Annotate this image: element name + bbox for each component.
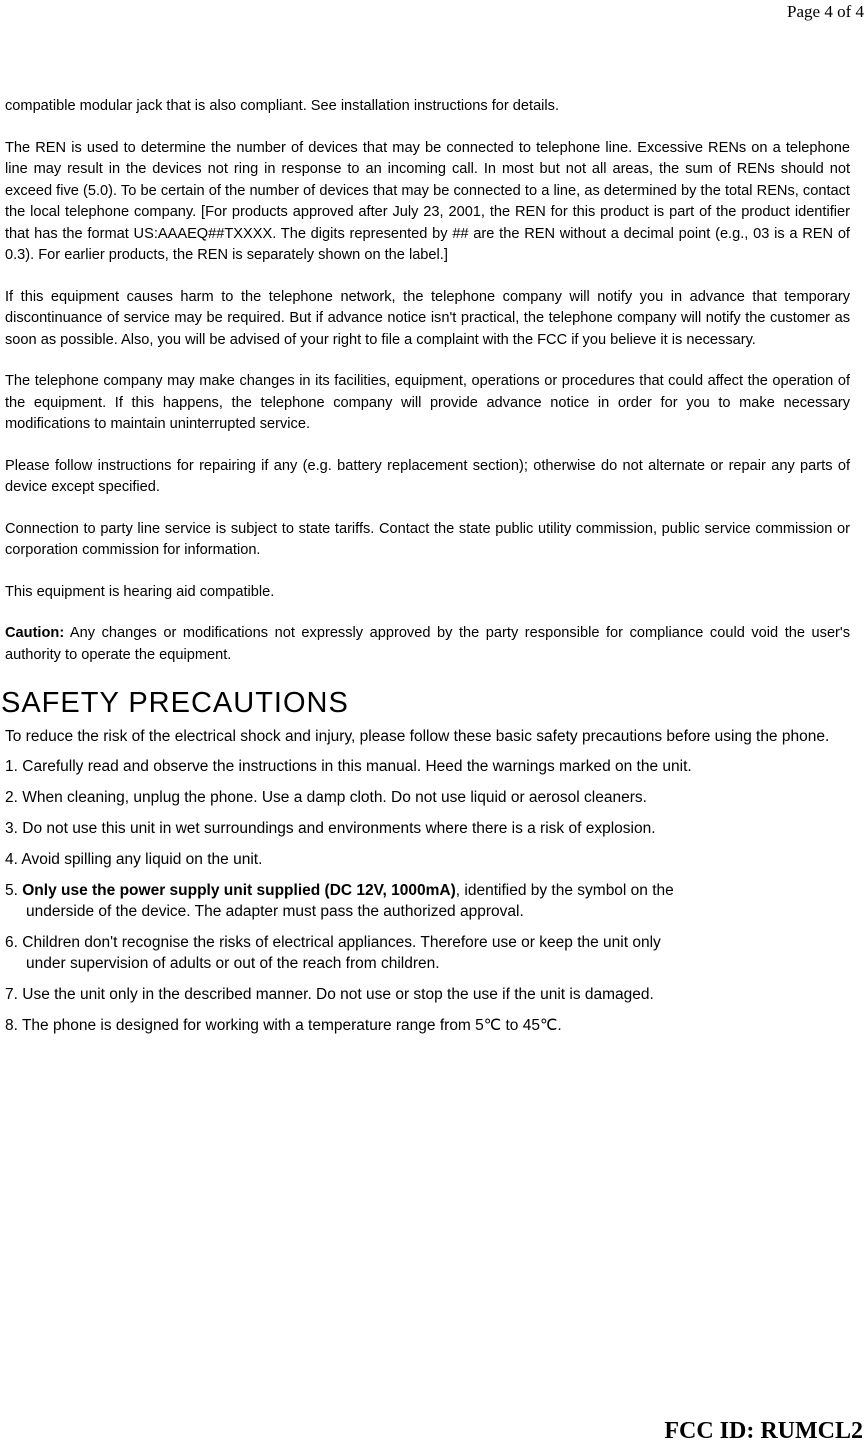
paragraph-jack: compatible modular jack that is also compliant. See installation instructions for details. bbox=[5, 98, 560, 114]
caution-paragraph bbox=[5, 623, 850, 666]
safety-item: 5. Only use the power supply unit supplied (DC 12V, 1000mA), identified by the symbol on the underside of the device. The adapter must pass the authorized approval. bbox=[5, 882, 674, 920]
paragraph-changes: The telephone company may make changes in its facilities, equipment, operations or procedures that could affect the operation of the equipment. If this happens, the telephone company will provide advance notice in order for you to make necessary modifications to maintain uninterrupted service. bbox=[5, 373, 850, 432]
safety-list bbox=[5, 756, 850, 1036]
paragraph-ren: The REN is used to determine the number of devices that may be connected to telephone line. Excessive RENs on a telephone line may result in the devices not ring in response to an incoming call. In most but not all areas, the sum of RENs should not exceed five (5.0). To be certain of the number of devices that may be connected to a line, as determined by the total RENs, contact the local telephone company. [For products approved after July 23, 2001, the REN for this product is part of the product identifier that has the format US:AAAEQ##TXXXX. The digits represented by ## are the REN without a decimal point (e.g., 03 is a REN of 0.3). For earlier products, the REN is separately shown on the label.] bbox=[5, 139, 850, 263]
caution-text: Any changes or modifications not expressly approved by the party responsible for compliance could void the user's authority to operate the equipment. bbox=[5, 625, 850, 663]
fcc-id: FCC ID: RUMCL2 bbox=[664, 1418, 863, 1444]
paragraph-party-line: Connection to party line service is subject to state tariffs. Contact the state public utility commission, public service commission or corporation commission for information. bbox=[5, 520, 850, 558]
safety-item: 8. The phone is designed for working with a temperature range from 5℃ to 45℃. bbox=[5, 1017, 562, 1034]
safety-item: 7. Use the unit only in the described manner. Do not use or stop the use if the unit is damaged. bbox=[5, 986, 654, 1003]
safety-item: 4. Avoid spilling any liquid on the unit. bbox=[5, 851, 263, 868]
safety-title: SAFETY PRECAUTIONS bbox=[1, 687, 349, 719]
safety-item: 2. When cleaning, unplug the phone. Use a damp cloth. Do not use liquid or aerosol cleaners. bbox=[5, 789, 647, 806]
safety-item: 6. Children don't recognise the risks of electrical appliances. Therefore use or keep the unit only under supervision of adults or out of the reach from children. bbox=[5, 934, 661, 972]
paragraph-repair: Please follow instructions for repairing if any (e.g. battery replacement section); otherwise do not alternate or repair any parts of device except specified. bbox=[5, 457, 850, 495]
caution-label: Caution: bbox=[5, 625, 65, 641]
page-number: Page 4 of 4 bbox=[787, 2, 864, 21]
paragraph-hearing-aid: This equipment is hearing aid compatible. bbox=[5, 583, 275, 600]
safety-intro: To reduce the risk of the electrical shock and injury, please follow these basic safety precautions before using the phone. bbox=[5, 728, 830, 745]
power-supply-warning: Only use the power supply unit supplied (DC 12V, 1000mA) bbox=[22, 882, 456, 899]
document-body bbox=[1, 96, 850, 1046]
safety-section bbox=[5, 726, 850, 1036]
safety-item: 3. Do not use this unit in wet surroundings and environments where there is a risk of explosion. bbox=[5, 820, 656, 837]
paragraph-harm: If this equipment causes harm to the telephone network, the telephone company will notify you in advance that temporary discontinuance of service may be required. But if advance notice isn't practical, the telephone company will notify the customer as soon as possible. Also, you will be advised of your right to file a complaint with the FCC if you believe it is necessary. bbox=[5, 288, 850, 348]
safety-item: 1. Carefully read and observe the instructions in this manual. Heed the warnings marked on the unit. bbox=[5, 758, 692, 775]
